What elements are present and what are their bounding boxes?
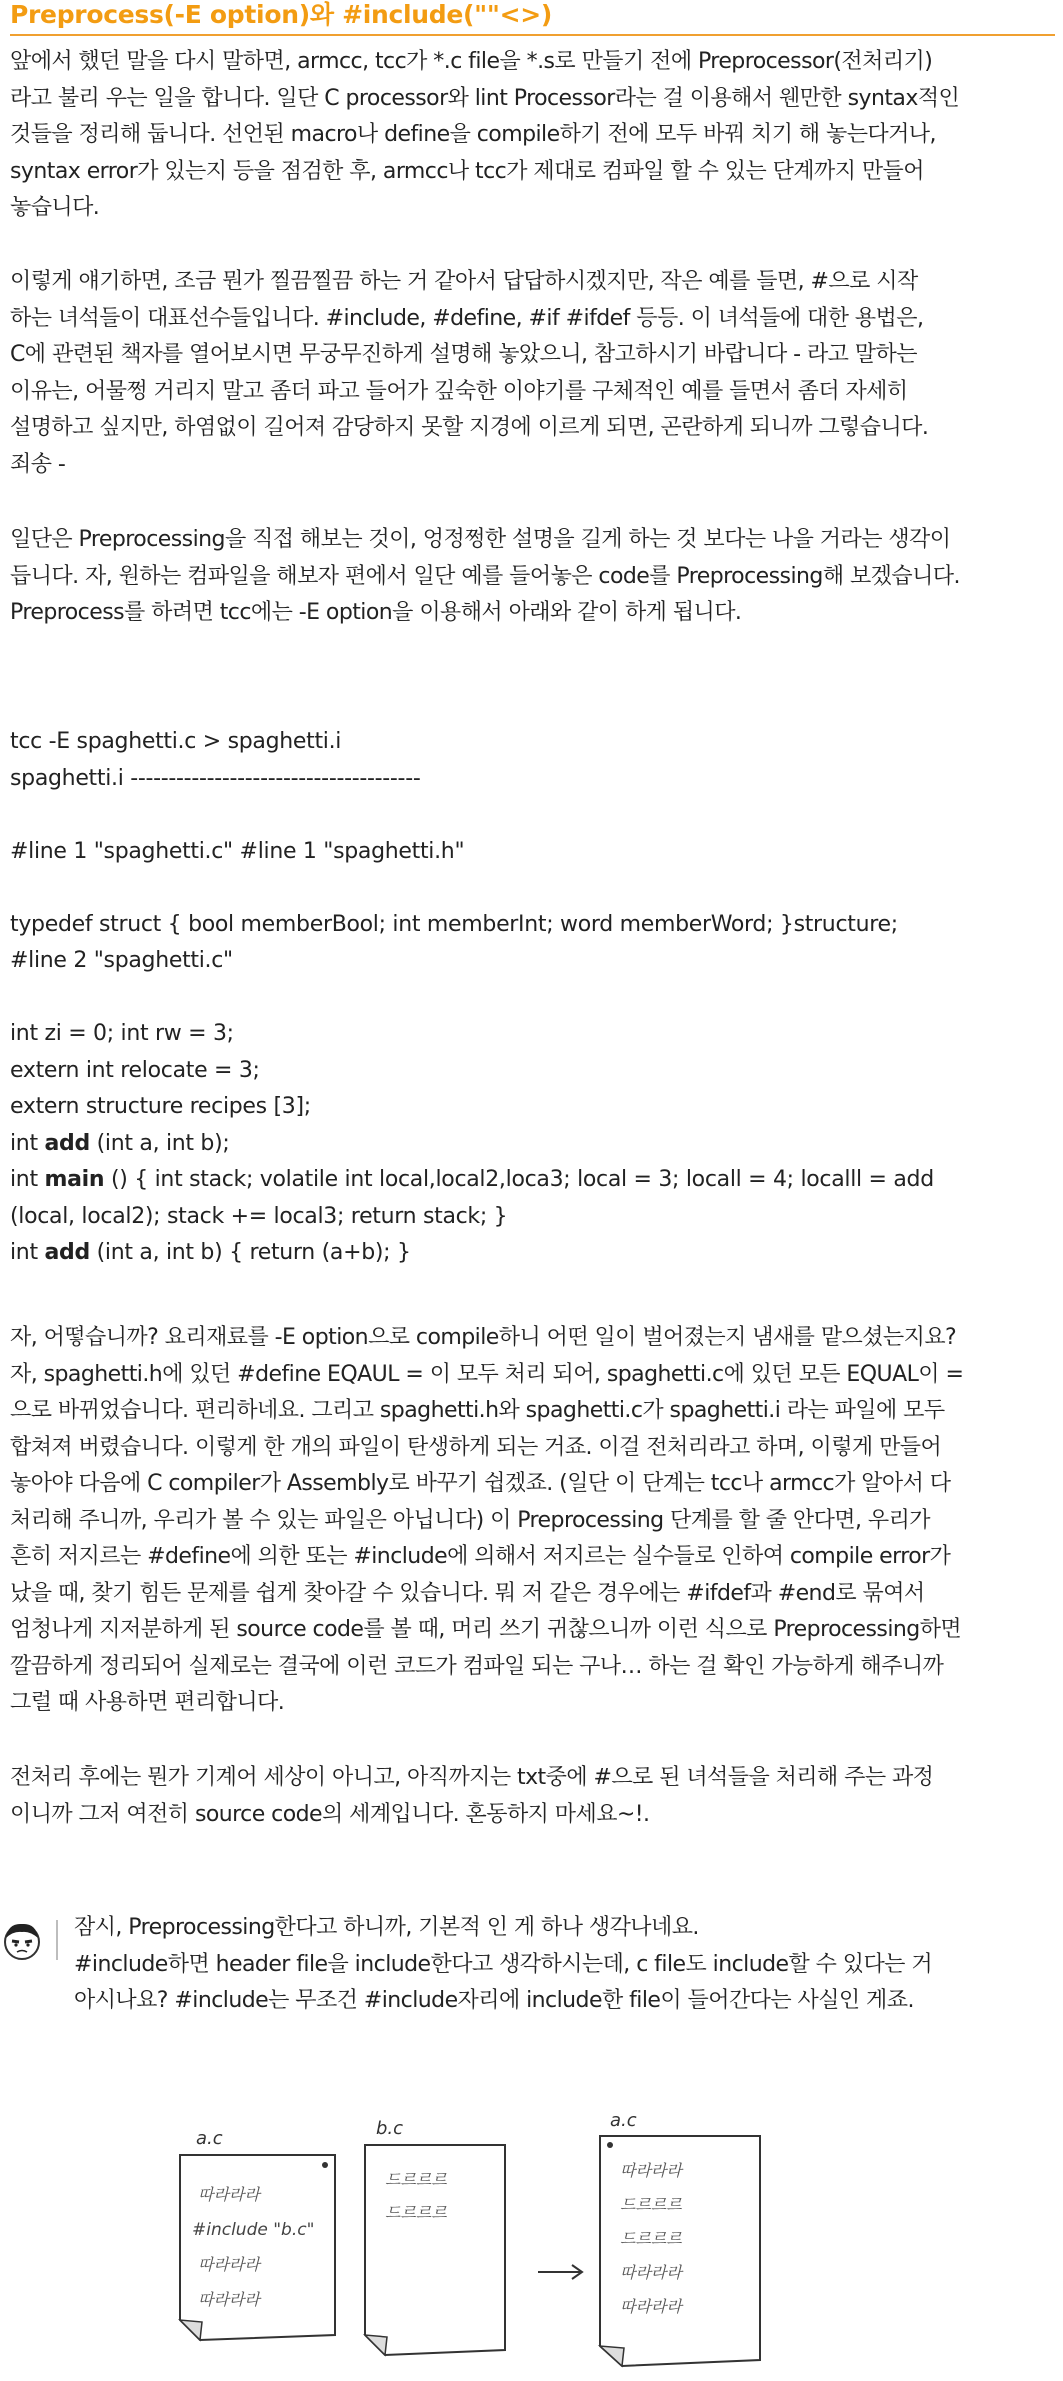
text-line: 그럴 때 사용하면 편리합니다.: [10, 1690, 285, 1715]
text-line: 일단은 Preprocessing을 직접 해보는 것이, 엉정쩡한 설명을 길게 하는 것 보다는 나을 거라는 생각이: [10, 527, 951, 552]
text-line: 설명하고 싶지만, 하염없이 길어져 감당하지 못할 지경에 이르게 되면, 곤란하게 되니까 그렇습니다.: [10, 415, 929, 440]
file-line: 따라라라: [198, 2255, 260, 2274]
code-line: (local, local2); stack += local3; return stack; }: [10, 1203, 508, 1229]
file-line: 드르르르: [385, 2203, 447, 2222]
file-label: b.c: [376, 2118, 404, 2139]
text-line: 자, spaghetti.h에 있던 #define EQAUL = 이 모두 처리 되어, spaghetti.c에 있던 모든 EQUAL이 =: [10, 1361, 964, 1387]
note-line: 아시나요? #include는 무조건 #include자리에 include한 file이 들어간다는 사실인 게죠.: [74, 1988, 914, 2013]
code-line: int zi = 0; int rw = 3;: [10, 1021, 234, 1046]
text-line: Preprocess를 하려면 tcc에는 -E option을 이용해서 아래와 같이 하게 됩니다.: [10, 600, 742, 625]
note-text: [74, 1910, 1054, 2020]
blank-line: [10, 797, 1055, 834]
code-keyword: add: [44, 1130, 90, 1156]
text-line: 이렇게 얘기하면, 조금 뭔가 찔끔찔끔 하는 거 같아서 답답하시겠지만, 작은 예를 들면, #으로 시작: [10, 269, 918, 294]
blank-line: [10, 980, 1055, 1017]
arrow-icon: [538, 2265, 582, 2279]
text-line: 합쳐져 버렸습니다. 이렇게 한 개의 파일이 탄생하게 되는 거죠. 이걸 전처리라고 하며, 이렇게 만들어: [10, 1434, 942, 1460]
text-line: 엄청나게 지저분하게 된 source code를 볼 때, 머리 쓰기 귀찮으니까 이런 식으로 Preprocessing하면: [10, 1617, 962, 1642]
note-line: #include하면 header file을 include한다고 생각하시는데, c file도 include할 수 있다는 거: [74, 1951, 933, 1977]
file-line: 따라라라: [198, 2290, 260, 2309]
code-fragment: (int a, int b) { return (a+b); }: [89, 1240, 411, 1265]
text-line: 흔히 저지르는 #define에 의한 또는 #include에 의해서 저지르는 실수들로 인하여 compile error가: [10, 1544, 951, 1569]
include-illustration: [160, 2110, 920, 2381]
text-line: 으로 바뀌었습니다. 편리하네요. 그리고 spaghetti.h와 spaghetti.c가 spaghetti.i 라는 파일에 모두: [10, 1398, 945, 1423]
summary-paragraph: [10, 1760, 1055, 1833]
tip-note: [0, 1910, 1063, 2040]
text-line: 이유는, 어물쩡 거리지 말고 좀더 파고 들어가 깊숙한 이야기를 구체적인 예를 들면서 좀더 자세히: [10, 378, 908, 404]
note-line: 잠시, Preprocessing한다고 하니까, 기본적 인 게 하나 생각나네요.: [74, 1915, 699, 1940]
file-a-before: [180, 2128, 335, 2340]
code-line: tcc -E spaghetti.c > spaghetti.i: [10, 729, 342, 754]
code-keyword: add: [44, 1240, 90, 1265]
text-line: 전처리 후에는 뭔가 기계어 세상이 아니고, 아직까지는 txt중에 #으로 된 녀석들을 처리해 주는 과정: [10, 1765, 934, 1790]
code-fragment: int: [10, 1167, 45, 1192]
file-a-after: [600, 2110, 760, 2366]
note-divider: [56, 1920, 58, 1960]
text-line: C에 관련된 책자를 열어보시면 무궁무진하게 설명해 놓았으니, 참고하시기 바랍니다 - 라고 말하는: [10, 342, 917, 367]
text-line: syntax error가 있는지 등을 점검한 후, armcc나 tcc가 제대로 컴파일 할 수 있는 단계까지 만들어: [10, 158, 924, 184]
result-paragraph: [10, 1320, 1055, 1722]
file-line: 따라라라: [620, 2161, 682, 2180]
explanation-paragraph: [10, 264, 1055, 483]
code-line: extern int relocate = 3;: [10, 1057, 260, 1083]
file-line: 따라라라: [198, 2185, 260, 2204]
text-line: 처리해 주니까, 우리가 볼 수 있는 파일은 아닙니다) 이 Preprocessing 단계를 할 줄 안다면, 우리가: [10, 1507, 930, 1533]
text-line: 듭니다. 자, 원하는 컴파일을 해보자 편에서 일단 예를 들어놓은 code를 Preprocessing해 보겠습니다.: [10, 563, 960, 589]
code-listing: [10, 724, 1055, 1272]
code-fragment: (int a, int b);: [89, 1130, 230, 1156]
file-label: a.c: [196, 2128, 223, 2149]
code-line: extern structure recipes [3];: [10, 1094, 311, 1119]
code-line: [10, 1162, 1055, 1199]
text-line: 라고 불리 우는 일을 합니다. 일단 C processor와 lint Processor라는 걸 이용해서 웬만한 syntax적인: [10, 85, 960, 111]
file-b: [365, 2118, 505, 2355]
text-line: 죄송 -: [10, 451, 66, 477]
file-line: #include "b.c": [192, 2220, 315, 2240]
text-line: 하는 녀석들이 대표선수들입니다. #include, #define, #if #ifdef 등등. 이 녀석들에 대한 용법은,: [10, 305, 924, 331]
blank-line: [10, 870, 1055, 907]
file-line: 드르르르: [385, 2170, 447, 2189]
file-line: 드르르르: [620, 2229, 682, 2248]
page-title: Preprocess(-E option)와 #include(""<>): [10, 0, 1055, 36]
code-fragment: () { int stack; volatile int local,local2,loca3; local = 3; locall = 4; localll = add: [104, 1167, 934, 1192]
text-line: 자, 어떻습니까? 요리재료를 -E option으로 compile하니 어떤 일이 벌어졌는지 냄새를 맡으셨는지요?: [10, 1325, 957, 1350]
code-line: [10, 1126, 1055, 1163]
file-line: 드르르르: [620, 2195, 682, 2214]
text-line: 놓아야 다음에 C compiler가 Assembly로 바꾸기 쉽겠죠. (일단 이 단계는 tcc나 armcc가 알아서 다: [10, 1471, 951, 1496]
character-face-icon: [0, 1918, 44, 1962]
text-line: 이니까 그저 여전히 source code의 세계입니다. 혼동하지 마세요~!.: [10, 1801, 650, 1827]
code-line: typedef struct { bool memberBool; int memberInt; word memberWord; }structure;: [10, 911, 898, 937]
preprocess-intro-paragraph: [10, 522, 1055, 632]
text-line: 났을 때, 찾기 힘든 문제를 쉽게 찾아갈 수 있습니다. 뭐 저 같은 경우에는 #ifdef과 #end로 묶여서: [10, 1580, 925, 1606]
code-line: [10, 1235, 1055, 1272]
code-fragment: int: [10, 1130, 45, 1156]
text-line: 앞에서 했던 말을 다시 말하면, armcc, tcc가 *.c file을 *.s로 만들기 전에 Preprocessor(전처리기): [10, 49, 933, 74]
text-line: 놓습니다.: [10, 195, 100, 220]
intro-paragraph: [10, 44, 1055, 227]
code-line: spaghetti.i --------------------------------------: [10, 765, 421, 791]
file-line: 따라라라: [620, 2263, 682, 2282]
code-fragment: int: [10, 1240, 45, 1265]
file-label: a.c: [610, 2110, 637, 2131]
file-line: 따라라라: [620, 2297, 682, 2316]
text-line: 깔끔하게 정리되어 실제로는 결국에 이런 코드가 컴파일 되는 구나… 하는 걸 확인 가능하게 해주니까: [10, 1653, 944, 1679]
code-keyword: main: [44, 1167, 105, 1192]
code-line: #line 2 "spaghetti.c": [10, 948, 233, 973]
text-line: 것들을 정리해 둡니다. 선언된 macro나 define을 compile하기 전에 모두 바꿔 치기 해 놓는다거나,: [10, 122, 936, 147]
code-line: #line 1 "spaghetti.c" #line 1 "spaghetti.h": [10, 838, 465, 864]
